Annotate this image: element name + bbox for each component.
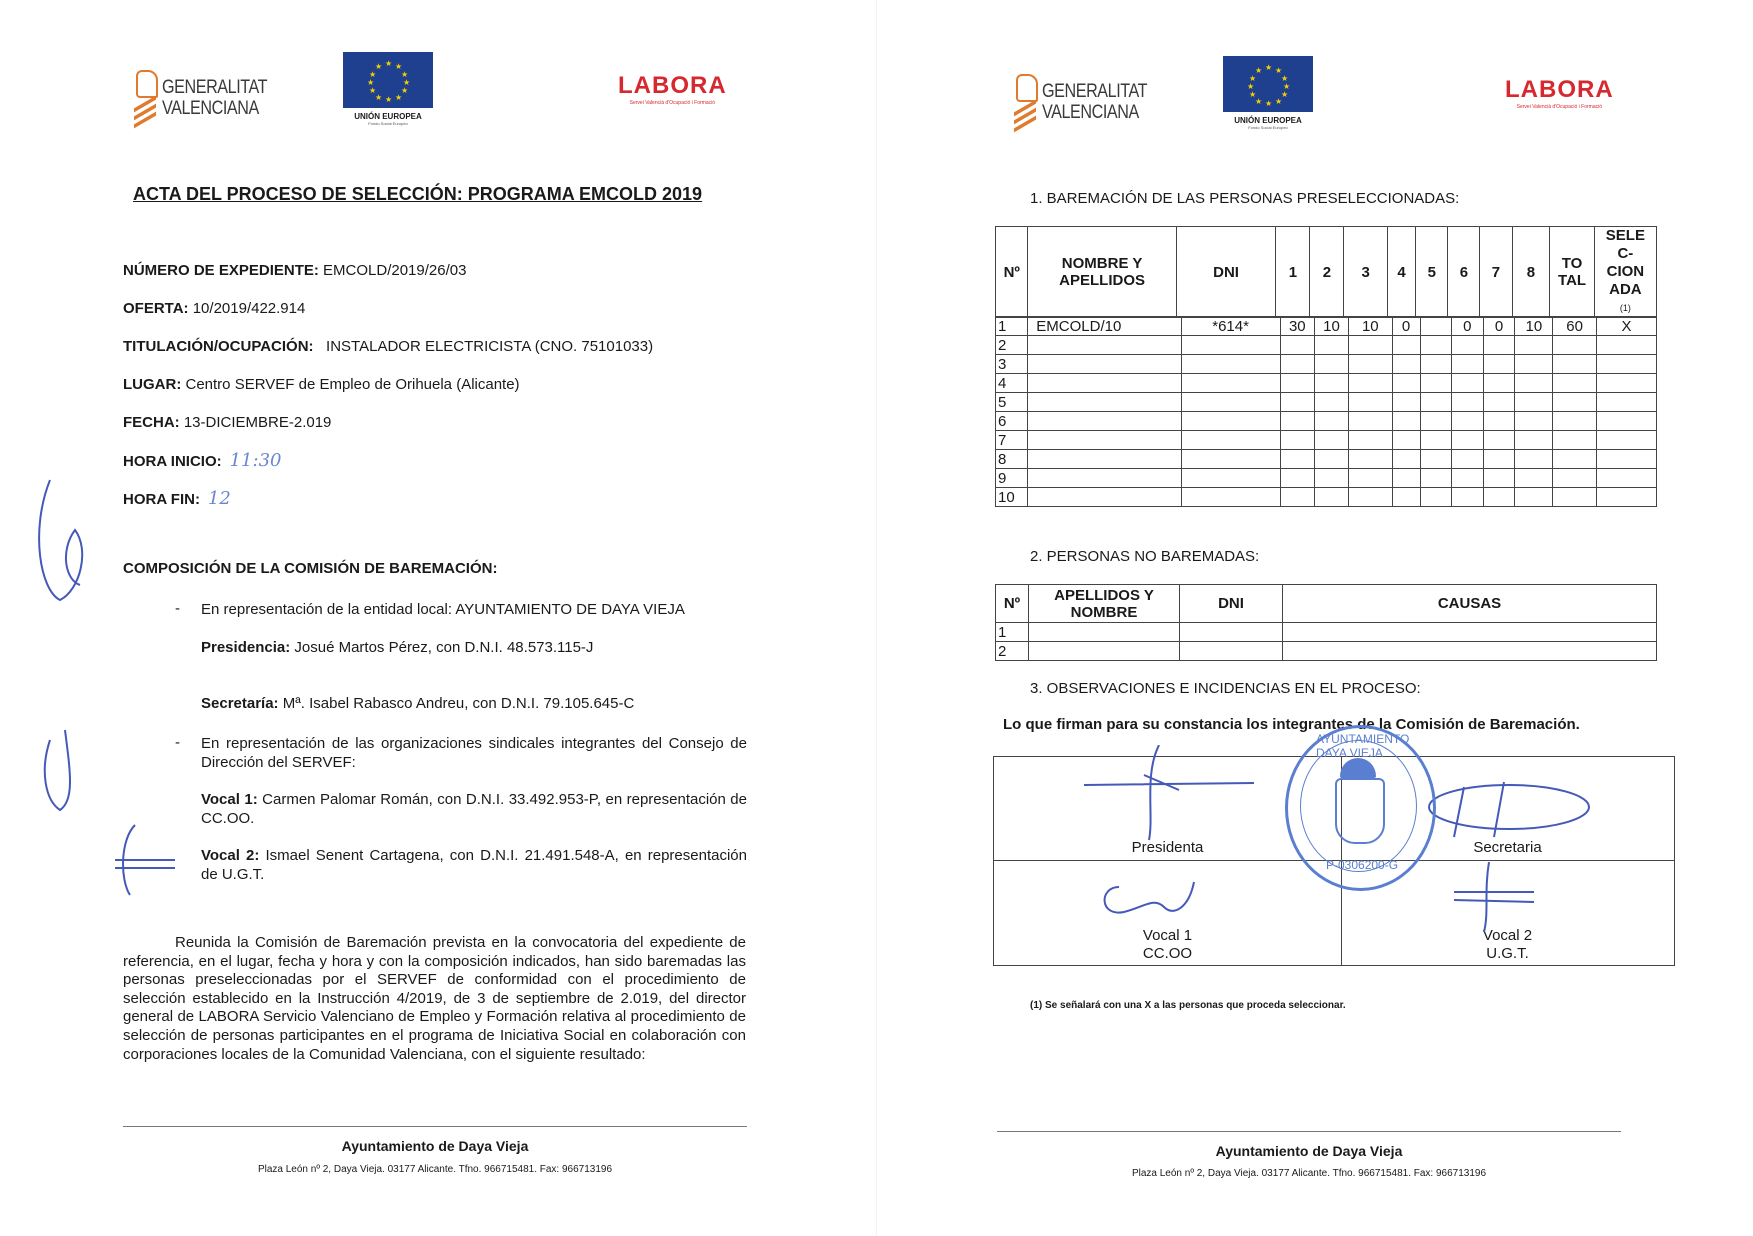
- generalitat-logo: GENERALITAT VALENCIANA: [1014, 74, 1166, 130]
- secretaria-signature-icon: [1424, 767, 1594, 847]
- firma-text: Lo que firman para su constancia los integrantes de la Comisión de Baremación.: [1003, 716, 1580, 733]
- vocal-1: Vocal 1: Carmen Palomar Román, con D.N.I. 33.492.953-P, en representación de CC.OO.: [201, 791, 747, 827]
- signature-vocal1: Vocal 1 CC.OO: [1142, 927, 1193, 962]
- table-row: 2: [996, 336, 1657, 355]
- generalitat-crest-icon: [1014, 74, 1036, 130]
- page-left: GENERALITAT VALENCIANA ★ ★ ★ ★ ★ ★ ★ ★ ★ ★ ★ ★ UNIÓN EUROPEA Fondo Social Europeo LABORA Servei Valencià d'Ocupació i Formació ACTA DEL PROCESO DE SELECCIÓN: PROGRAMA EMCOLD 2019 NÚMERO DE EXPEDIENTE: EMCOLD/2019/26/03 OFERTA: 10/2019/422.914 TITULACIÓN/OCUPACIÓN: INSTALADOR ELECTRICISTA (CNO. 75101033) LUGAR: Centro SERVEF de Empleo de Orihuela (Alicante) FECHA: 13-DICIEMBRE-2.019 HORA INICIO: 11:30 HORA FIN: 12 COMPOSICIÓN DE LA COMISIÓN DE BAREMACIÓN: - En representación de la entidad local: AYUNTAMIENTO DE DAYA VIEJA Presidencia: Josué Martos Pérez, con D.N.I. 48.573.115-J Secretaría: Mª. Isabel Rabasco Andreu, con D.N.I. 79.105.645-C - En representación de las organizaciones sindicales integrantes del Consejo de Dirección del SERVEF: Vocal 1: Carmen Palomar Román, con D.N.I. 33.492.953-P, en representación de CC.OO. Vocal 2: Ismael Senent Cartagena, con D.N.I. 21.491.548-A, en representación de U.G.T. Reunida la Comisión de Baremación prevista en la convocatoria del expediente de referencia, en el lugar, fecha y hora y con la composición indicados, han sido baremadas las personas preseleccionadas por el SERVEF de conformidad con el procedimiento de selección establecido en la Instrucción 4/2019, de 3 de septiembre de 2.019, del director general de LABORA Servicio Valenciano de Empleo y Formación relativa al procedimiento de selección de personas participantes en el programa de Iniciativa Social en colaboración con corporaciones locales de la Comunidad Valenciana, con el siguiente resultado: Ayuntamiento de Daya Vieja Plaza León nº 2, Daya Vieja. 03177 Alicante. Tfno. 966715481. Fax: 966713196: [0, 0, 876, 1236]
- table-row: 9: [996, 469, 1657, 488]
- signature-presidenta: Presidenta: [1131, 839, 1204, 856]
- signature-vocal2: Vocal 2 U.G.T.: [1482, 927, 1533, 962]
- no-baremadas-table: Nº APELLIDOS Y NOMBRE DNI CAUSAS 1 2: [995, 584, 1657, 661]
- local-representation: En representación de la entidad local: AYUNTAMIENTO DE DAYA VIEJA: [201, 601, 685, 618]
- table-row: 10: [996, 488, 1657, 507]
- eu-flag-icon: ★ ★ ★ ★ ★ ★ ★ ★ ★ ★ ★ ★: [343, 52, 433, 108]
- vocal2-signature-icon: [1444, 862, 1544, 932]
- result-paragraph: Reunida la Comisión de Baremación prevista en la convocatoria del expediente de referencia, en el lugar, fecha y hora y con la composición indicados, han sido baremadas las personas preseleccionadas por el SERVEF de conformidad con el procedimiento de selección establecido en la Instrucción 4/2019, de 3 de septiembre de 2.019, del director general de LABORA Servicio Valenciano de Empleo y Formación relativa al procedimiento de selección de personas participantes en el programa de Iniciativa Social en colaboración con corporaciones locales de la Comunidad Valenciana, con el siguiente resultado:: [123, 934, 746, 1063]
- header-logos: [0, 50, 876, 140]
- signature-secretaria: Secretaria: [1473, 839, 1542, 856]
- table-header-row: Nº NOMBRE Y APELLIDOS DNI 1 2 3 4 5 6 7 8 TO TAL SELE C- CION ADA (1): [996, 227, 1657, 318]
- eu-logo: ★ ★ ★ ★ ★ ★ ★ ★ ★ ★ ★ ★ UNIÓN EUROPEA Fondo Social Europeo: [333, 52, 443, 126]
- footnote: (1) Se señalará con una X a las personas que proceda seleccionar.: [1030, 1000, 1346, 1011]
- presidencia: Presidencia: Josué Martos Pérez, con D.N.I. 48.573.115-J: [201, 639, 594, 656]
- field-titulacion: TITULACIÓN/OCUPACIÓN: INSTALADOR ELECTRICISTA (CNO. 75101033): [123, 338, 654, 355]
- vocal1-signature-icon: [1094, 877, 1204, 927]
- sindical-representation: En representación de las organizaciones sindicales integrantes del Consejo de Dirección del SERVEF:: [201, 735, 747, 771]
- field-hora-fin: HORA FIN: 12: [123, 488, 231, 509]
- footer-address: Plaza León nº 2, Daya Vieja. 03177 Alicante. Tfno. 966715481. Fax: 966713196: [1131, 1168, 1487, 1179]
- footer-address: Plaza León nº 2, Daya Vieja. 03177 Alicante. Tfno. 966715481. Fax: 966713196: [257, 1164, 613, 1175]
- secretaria: Secretaría: Mª. Isabel Rabasco Andreu, con D.N.I. 79.105.645-C: [201, 695, 635, 712]
- section-1-heading: 1. BAREMACIÓN DE LAS PERSONAS PRESELECCIONADAS:: [1030, 190, 1460, 207]
- table-row: 3: [996, 355, 1657, 374]
- section-2-heading: 2. PERSONAS NO BAREMADAS:: [1030, 548, 1260, 565]
- baremacion-table-body: [995, 316, 1657, 507]
- field-hora-inicio: HORA INICIO: 11:30: [123, 450, 282, 471]
- field-fecha: FECHA: 13-DICIEMBRE-2.019: [123, 414, 332, 431]
- labora-logo: LABORA Servei Valencià d'Ocupació i Formació: [1505, 76, 1614, 110]
- table-row: 4: [996, 374, 1657, 393]
- presidenta-signature-icon: [1084, 745, 1264, 845]
- baremacion-table: [995, 226, 1657, 318]
- vocal-2: Vocal 2: Ismael Senent Cartagena, con D.N.I. 21.491.548-A, en representación de U.G.T.: [201, 847, 747, 883]
- table-row: 8: [996, 450, 1657, 469]
- ayuntamiento-stamp-icon: AYUNTAMIENTO DAYA VIEJA P-0306200-G: [1285, 725, 1436, 891]
- section-3-heading: 3. OBSERVACIONES E INCIDENCIAS EN EL PROCESO:: [1030, 680, 1421, 697]
- table-row: 6: [996, 412, 1657, 431]
- generalitat-crest-icon: [134, 70, 156, 126]
- field-lugar: LUGAR: Centro SERVEF de Empleo de Orihuela (Alicante): [123, 376, 520, 393]
- margin-signatures-icon: [20, 470, 100, 910]
- table-row: 2: [996, 642, 1657, 661]
- vocal2-signature-icon: [110, 820, 190, 900]
- eu-flag-icon: ★ ★ ★ ★ ★ ★ ★ ★ ★ ★ ★ ★: [1223, 56, 1313, 112]
- footer-name: Ayuntamiento de Daya Vieja: [341, 1138, 529, 1154]
- header-logos: [877, 54, 1753, 144]
- table-row: 7: [996, 431, 1657, 450]
- field-oferta: OFERTA: 10/2019/422.914: [123, 300, 306, 317]
- table-row: 1 EMCOLD/10 *614* 30 10 10 0 0 0 10 60 X: [996, 317, 1657, 336]
- footer-name: Ayuntamiento de Daya Vieja: [1215, 1143, 1403, 1159]
- composition-heading: COMPOSICIÓN DE LA COMISIÓN DE BAREMACIÓN:: [123, 560, 498, 577]
- generalitat-logo: GENERALITAT VALENCIANA: [134, 70, 286, 126]
- field-expediente: NÚMERO DE EXPEDIENTE: EMCOLD/2019/26/03: [123, 262, 467, 279]
- labora-logo: LABORA Servei Valencià d'Ocupació i Formació: [618, 72, 727, 106]
- table-row: 1: [996, 623, 1657, 642]
- table-row: 5: [996, 393, 1657, 412]
- eu-logo: ★ ★ ★ ★ ★ ★ ★ ★ ★ ★ ★ ★ UNIÓN EUROPEA Fondo Social Europeo: [1213, 56, 1323, 130]
- document-title: ACTA DEL PROCESO DE SELECCIÓN: PROGRAMA EMCOLD 2019: [133, 184, 703, 204]
